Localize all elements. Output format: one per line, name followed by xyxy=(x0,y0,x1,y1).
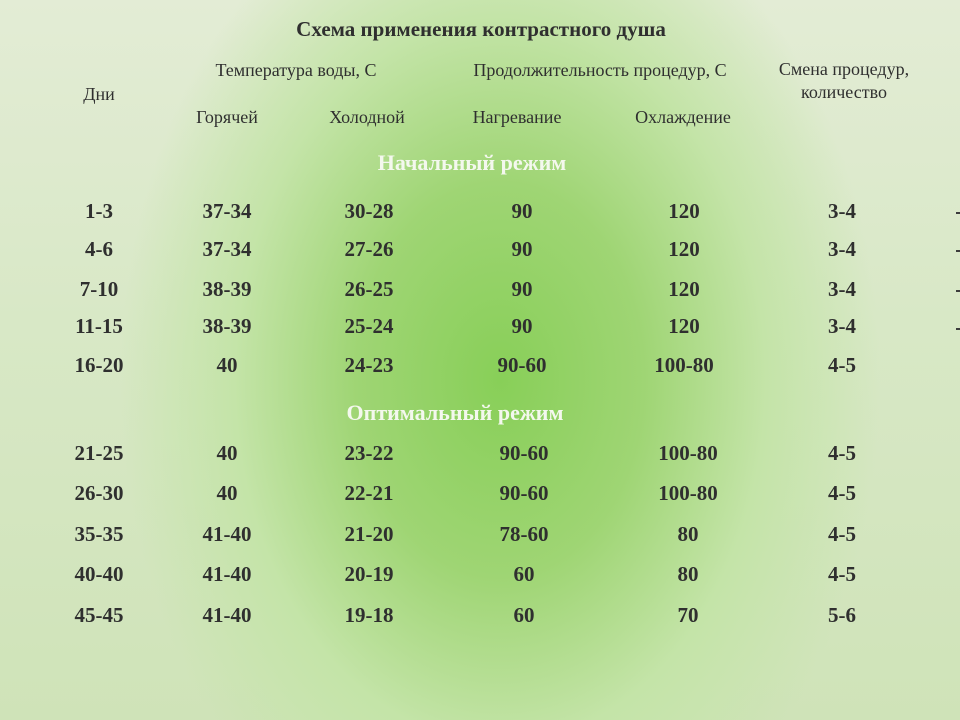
cell-change: 4-5 xyxy=(828,562,856,586)
cell-change: 3-4 xyxy=(828,314,856,338)
table-title: Схема применения контрастного душа xyxy=(296,17,666,41)
cell-cold: 23-22 xyxy=(344,441,394,465)
header-hot: Горячей xyxy=(196,107,258,127)
cell-cold: 26-25 xyxy=(344,277,394,301)
cell-cold: 19-18 xyxy=(344,603,394,627)
cell-days: 1-3 xyxy=(85,199,113,223)
cell-change: 3-4 xyxy=(828,237,856,261)
cell-heating: 90-60 xyxy=(499,481,549,505)
cell-days: 7-10 xyxy=(79,277,119,301)
header-change: Смена процедур, количество xyxy=(778,59,910,102)
cell-heating: 90 xyxy=(511,237,533,261)
table-row xyxy=(0,481,960,511)
cell-hot: 37-34 xyxy=(202,237,252,261)
cell-days: 4-6 xyxy=(85,237,113,261)
cell-cold: 20-19 xyxy=(344,562,394,586)
cell-cooling: 70 xyxy=(677,603,699,627)
section-title-initial: Начальный режим xyxy=(377,150,567,175)
cell-hot: 40 xyxy=(216,353,238,377)
header-cold: Холодной xyxy=(329,107,405,127)
cell-days: 16-20 xyxy=(74,353,124,377)
cell-cold: 24-23 xyxy=(344,353,394,377)
header-days: Дни xyxy=(83,84,115,104)
cell-hot: 41-40 xyxy=(202,603,252,627)
header-duration: Продолжительность процедур, С xyxy=(473,60,727,80)
section-title-optimal: Оптимальный режим xyxy=(346,400,564,425)
table-row xyxy=(0,314,960,344)
cell-heating: 90 xyxy=(511,277,533,301)
cell-cold: 22-21 xyxy=(344,481,394,505)
cell-cooling: 100-80 xyxy=(654,353,714,377)
cell-heating: 90 xyxy=(511,314,533,338)
table-row xyxy=(0,237,960,267)
cell-heating: 90-60 xyxy=(497,353,547,377)
cell-cold: 21-20 xyxy=(344,522,394,546)
cell-cooling: 80 xyxy=(677,522,699,546)
cell-cooling: 100-80 xyxy=(658,441,718,465)
cell-cooling: 120 xyxy=(668,314,700,338)
cell-days: 45-45 xyxy=(74,603,124,627)
table-row xyxy=(0,562,960,592)
cell-days: 26-30 xyxy=(74,481,124,505)
cell-hot: 40 xyxy=(216,441,238,465)
cell-heating: 90-60 xyxy=(499,441,549,465)
cell-cold: 30-28 xyxy=(344,199,394,223)
cell-cooling: 120 xyxy=(668,237,700,261)
cell-change: 5-6 xyxy=(828,603,856,627)
cell-heating: 78-60 xyxy=(499,522,549,546)
cell-hot: 38-39 xyxy=(202,314,252,338)
cell-hot: 37-34 xyxy=(202,199,252,223)
cell-hot: 41-40 xyxy=(202,562,252,586)
cell-change: 3-4 xyxy=(828,277,856,301)
cell-days: 11-15 xyxy=(75,314,123,338)
cell-days: 35-35 xyxy=(74,522,124,546)
cell-cooling: 120 xyxy=(668,199,700,223)
cell-cooling: 100-80 xyxy=(658,481,718,505)
table-row xyxy=(0,522,960,552)
cell-hot: 40 xyxy=(216,481,238,505)
table-row xyxy=(0,277,960,307)
cell-days: 21-25 xyxy=(74,441,124,465)
table-row xyxy=(0,353,960,383)
table-row xyxy=(0,199,960,229)
cell-hot: 38-39 xyxy=(202,277,252,301)
cell-cold: 25-24 xyxy=(344,314,394,338)
cell-cooling: 120 xyxy=(668,277,700,301)
cell-change: 4-5 xyxy=(828,481,856,505)
cell-heating: 90 xyxy=(511,199,533,223)
cell-change: 4-5 xyxy=(828,441,856,465)
cell-days: 40-40 xyxy=(74,562,124,586)
table-row xyxy=(0,441,960,471)
cell-heating: 60 xyxy=(513,562,535,586)
header-water-temp: Температура воды, С xyxy=(215,60,377,80)
table-row xyxy=(0,603,960,633)
cell-change: 4-5 xyxy=(828,353,856,377)
cell-hot: 41-40 xyxy=(202,522,252,546)
cell-change: 4-5 xyxy=(828,522,856,546)
header-heating: Нагревание xyxy=(472,107,562,127)
cell-heating: 60 xyxy=(513,603,535,627)
header-cooling: Охлаждение xyxy=(635,107,731,127)
cell-cooling: 80 xyxy=(677,562,699,586)
cell-change: 3-4 xyxy=(828,199,856,223)
cell-cold: 27-26 xyxy=(344,237,394,261)
